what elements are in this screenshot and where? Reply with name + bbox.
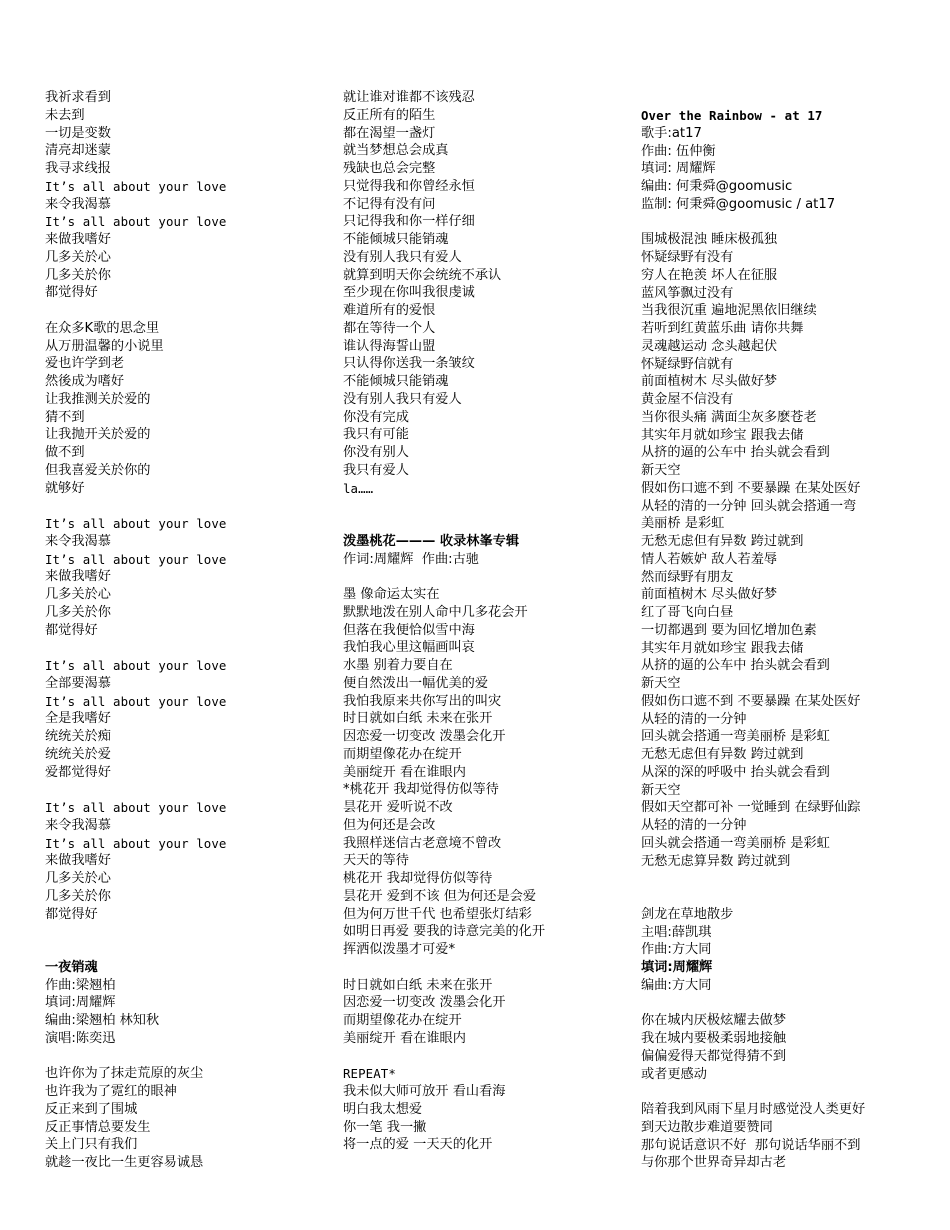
- lyric-line: 从挤的逼的公车中 抬头就会看到: [641, 658, 830, 674]
- lyric-line: 作词:周耀辉 作曲:古驰: [343, 551, 479, 567]
- lyric-line: 偏偏爱得天都觉得猜不到: [641, 1048, 787, 1064]
- lyric-line: 来令我渴慕: [45, 817, 111, 833]
- lyric-line: 到天边散步难道要赞同: [641, 1119, 773, 1135]
- lyric-line: 就够好: [45, 480, 85, 496]
- blank-line: [45, 497, 320, 515]
- lyric-line: 黄金屋不信没有: [641, 392, 734, 407]
- lyric-line: 你一笔 我一撇: [343, 1119, 427, 1135]
- lyric-line: 但为何万世千代 也希望张灯结彩: [343, 906, 532, 922]
- lyric-line: 而期望像花办在绽开: [343, 746, 462, 762]
- lyric-line: 来做我嗜好: [45, 569, 111, 585]
- lyric-line: 新天空: [641, 676, 681, 691]
- lyric-line: It’s all about your love: [45, 178, 227, 194]
- lyric-line: 清亮却迷蒙: [45, 143, 111, 159]
- lyric-line: 然而绿野有朋友: [641, 569, 734, 585]
- lyric-line: 前面植树木 尽头做好梦: [641, 587, 778, 603]
- lyric-line: 但我喜爱关於你的: [45, 462, 151, 478]
- lyric-line: 我怕我心里这幅画叫哀: [343, 640, 475, 656]
- lyric-line: 作曲:方大同: [641, 942, 712, 958]
- blank-line: [641, 1083, 941, 1101]
- lyric-line: 我只有爱人: [343, 462, 409, 478]
- lyric-line: 蓝风筝飘过没有: [641, 285, 734, 301]
- lyric-line: 都在渴望一盏灯: [343, 125, 436, 141]
- lyric-line: 明白我太想爱: [343, 1101, 423, 1117]
- lyric-line: 反正事情总要发生: [45, 1119, 151, 1135]
- blank-line: [343, 515, 628, 533]
- lyric-line: 水墨 别着力要自在: [343, 658, 453, 673]
- lyric-line: It’s all about your love: [45, 516, 227, 531]
- lyric-line: 或者更感动: [641, 1066, 707, 1082]
- lyric-line: 你没有完成: [343, 409, 409, 425]
- lyric-line: 都在等待一个人: [343, 320, 436, 336]
- lyric-line: 假如伤口遮不到 不要暴躁 在某处医好: [641, 693, 861, 709]
- lyric-line: 就趁一夜比一生更容易诚恳: [45, 1155, 204, 1170]
- blank-line: [343, 497, 628, 515]
- lyric-line: 只认得你送我一条皱纹: [343, 356, 475, 372]
- lyric-line: 因恋爱一切变改 泼墨会化开: [343, 729, 506, 744]
- lyric-line: 前面植树木 尽头做好梦: [641, 374, 778, 390]
- blank-line: [641, 995, 941, 1013]
- blank-line: [45, 639, 320, 657]
- lyric-line: 只记得我和你一样仔细: [343, 214, 475, 230]
- lyric-line: 情人若嫉妒 敌人若羞辱: [641, 551, 778, 567]
- lyric-line: 便自然泼出一幅优美的爱: [343, 675, 489, 691]
- lyric-line: 从轻的清的一分钟: [641, 711, 747, 727]
- lyric-line: 我怕我原来共你写出的叫灾: [343, 693, 502, 709]
- blank-line: [343, 959, 628, 977]
- lyric-line: 做不到: [45, 445, 85, 460]
- blank-line: [45, 923, 320, 941]
- lyric-line: 就算到明天你会统统不承认: [343, 267, 502, 283]
- lyric-line: 回头就会搭通一弯美丽桥 是彩虹: [641, 729, 830, 745]
- lyric-line: 都觉得好: [45, 285, 98, 301]
- lyric-line: 将一点的爱 一天天的化开: [343, 1137, 493, 1153]
- lyric-line: 我照样迷信古老意境不曾改: [343, 835, 502, 851]
- lyric-line: 都觉得好: [45, 906, 98, 922]
- lyric-line: 挥洒似泼墨才可爱*: [343, 942, 456, 957]
- lyric-line: 不能倾城只能销魂: [343, 374, 449, 389]
- blank-line: [45, 1048, 320, 1066]
- lyric-line: la……: [343, 480, 374, 496]
- lyric-line: 如明日再爱 要我的诗意完美的化开: [343, 924, 546, 940]
- lyric-line: It’s all about your love: [45, 214, 227, 230]
- lyric-line: 无愁无虑算异数 跨过就到: [641, 853, 791, 869]
- lyric-line: 几多关於你: [45, 888, 111, 904]
- lyrics-column-2: [343, 89, 628, 1154]
- lyric-line: 反正来到了围城: [45, 1101, 138, 1117]
- lyric-line: 来令我渴慕: [45, 533, 111, 549]
- lyric-line: 不记得有没有问: [343, 196, 436, 212]
- lyric-line: 全是我嗜好: [45, 711, 111, 727]
- lyric-line: 穷人在艳羡 坏人在征服: [641, 267, 778, 283]
- lyric-line: 默默地泼在别人命中几多花会开: [343, 604, 528, 620]
- lyric-line: 全部要渴慕: [45, 675, 111, 691]
- lyric-line: 假如伤口遮不到 不要暴躁 在某处医好: [641, 480, 861, 496]
- lyric-line: 未去到: [45, 107, 85, 123]
- lyric-line: 但为何还是会改: [343, 817, 436, 833]
- song-title: 填词:周耀辉: [641, 960, 713, 975]
- lyric-line: *桃花开 我却觉得仿似等待: [343, 782, 499, 798]
- lyric-line: 在众多K歌的思念里: [45, 320, 160, 336]
- lyric-line: 若听到红黄蓝乐曲 请你共舞: [641, 321, 804, 336]
- lyric-line: 也许我为了霓红的眼神: [45, 1084, 177, 1099]
- lyric-line: 让我推测关於爱的: [45, 391, 151, 407]
- lyric-line: 统统关於痴: [45, 729, 111, 744]
- lyric-line: 爱都觉得好: [45, 764, 111, 780]
- lyric-line: 你在城内厌极炫耀去做梦: [641, 1013, 787, 1029]
- lyric-line: 新天空: [641, 782, 681, 798]
- lyric-line: 填词:周耀辉: [45, 995, 116, 1011]
- lyric-line: 编曲: 何秉舜@goomusic: [641, 179, 793, 194]
- lyric-line: 都觉得好: [45, 622, 98, 638]
- lyric-line: 剑龙在草地散步: [641, 906, 734, 922]
- lyric-line: 我在城内要极柔弱地接触: [641, 1031, 787, 1046]
- lyric-line: 从轻的清的一分钟 回头就会搭通一弯: [641, 498, 857, 514]
- lyric-line: 当我很沉重 遍地泥黑依旧继续: [641, 303, 817, 319]
- blank-line: [641, 888, 941, 906]
- lyric-line: 新天空: [641, 463, 681, 478]
- lyric-line: 没有别人我只有爱人: [343, 249, 462, 265]
- lyric-line: 红了哥飞向白昼: [641, 605, 734, 620]
- lyric-line: 美丽桥 是彩虹: [641, 516, 725, 532]
- lyric-line: 从万册温馨的小说里: [45, 338, 164, 354]
- lyric-line: 没有别人我只有爱人: [343, 391, 462, 407]
- blank-line: [343, 568, 628, 586]
- lyric-line: 其实年月就如珍宝 跟我去储: [641, 427, 804, 443]
- lyric-line: 假如天空都可补 一觉睡到 在绿野仙踪: [641, 800, 861, 816]
- blank-line: [641, 870, 941, 888]
- lyric-line: 当你很头痛 满面尘灰多麽苍老: [641, 409, 817, 425]
- lyric-line: 从深的深的呼吸中 抬头就会看到: [641, 764, 830, 780]
- lyric-line: 一切是变数: [45, 125, 111, 141]
- lyric-line: 关上门只有我们: [45, 1137, 138, 1153]
- lyric-line: 几多关於心: [45, 249, 111, 265]
- lyric-line: 残缺也总会完整: [343, 161, 436, 176]
- lyric-line: 从挤的逼的公车中 抬头就会看到: [641, 445, 830, 461]
- lyric-line: 统统关於爱: [45, 746, 111, 762]
- lyric-line: 就让谁对谁都不该残忍: [343, 90, 475, 105]
- lyric-line: 一切都遇到 要为回忆增加色素: [641, 622, 817, 638]
- lyric-line: 与你那个世界奇异却古老: [641, 1155, 787, 1171]
- lyric-line: 演唱:陈奕迅: [45, 1030, 116, 1046]
- lyric-line: 从轻的清的一分钟: [641, 818, 747, 833]
- lyric-line: 美丽绽开 看在谁眼内: [343, 764, 466, 780]
- blank-line: [45, 781, 320, 799]
- lyric-line: 陪着我到风雨下星月时感觉没人类更好: [641, 1102, 866, 1117]
- lyric-line: 歌手:at17: [641, 125, 702, 141]
- lyric-line: 美丽绽开 看在谁眼内: [343, 1030, 466, 1046]
- lyric-line: 爱也许学到老: [45, 356, 125, 372]
- song-title: 一夜销魂: [45, 959, 98, 975]
- lyric-line: 几多关於心: [45, 587, 111, 602]
- lyric-line: 桃花开 我却觉得仿似等待: [343, 871, 493, 886]
- lyric-line: 编曲:方大同: [641, 977, 712, 993]
- lyric-line: 然後成为嗜好: [45, 374, 125, 389]
- lyric-line: 昙花开 爱到不该 但为何还是会爱: [343, 888, 537, 904]
- blank-line: [641, 214, 941, 232]
- blank-line: [45, 941, 320, 959]
- lyric-line: 主唱:薛凯琪: [641, 924, 712, 940]
- lyric-line: 无愁无虑但有异数 跨过就到: [641, 747, 804, 762]
- lyric-line: 天天的等待: [343, 853, 409, 869]
- lyric-line: 你没有别人: [343, 445, 409, 460]
- lyric-line: 几多关於你: [45, 267, 111, 283]
- lyric-line: 来令我渴慕: [45, 196, 111, 212]
- lyric-line: 昙花开 爱听说不改: [343, 800, 453, 815]
- lyric-line: 几多关於你: [45, 604, 111, 620]
- lyric-line: 反正所有的陌生: [343, 107, 436, 123]
- lyric-line: 回头就会搭通一弯美丽桥 是彩虹: [641, 835, 830, 851]
- lyric-line: 我寻求线报: [45, 161, 111, 176]
- lyrics-column-3: [641, 107, 941, 1172]
- song-title: Over the Rainbow - at 17: [641, 108, 823, 123]
- lyric-line: 灵魂越运动 念头越起伏: [641, 338, 778, 354]
- lyric-line: 至少现在你叫我很虔诚: [343, 285, 475, 301]
- lyric-line: 无愁无虑但有异数 跨过就到: [641, 534, 804, 549]
- lyric-line: 时日就如白纸 未来在张开: [343, 711, 493, 727]
- lyric-line: 而期望像花办在绽开: [343, 1013, 462, 1028]
- lyric-line: 怀疑绿野有没有: [641, 250, 734, 265]
- lyric-line: 让我抛开关於爱的: [45, 427, 151, 443]
- lyric-line: 墨 像命运太实在: [343, 587, 440, 602]
- blank-line: [45, 302, 320, 320]
- lyric-line: 谁认得海誓山盟: [343, 338, 436, 354]
- lyric-line: 那句说话意识不好 那句说话华丽不到: [641, 1137, 861, 1153]
- lyric-line: 只觉得我和你曾经永恒: [343, 178, 475, 194]
- lyric-line: 围城极混浊 睡床极孤独: [641, 232, 778, 248]
- lyric-line: 但落在我便恰似雪中海: [343, 622, 475, 638]
- lyric-line: REPEAT*: [343, 1066, 396, 1082]
- lyric-line: 怀疑绿野信就有: [641, 356, 734, 372]
- lyric-line: 不能倾城只能销魂: [343, 232, 449, 247]
- lyric-line: 猜不到: [45, 409, 85, 425]
- lyric-line: 我祈求看到: [45, 90, 111, 105]
- lyric-line: 也许你为了抹走荒原的灰尘: [45, 1066, 204, 1082]
- lyric-line: 时日就如白纸 未来在张开: [343, 977, 493, 993]
- song-title: 泼墨桃花——— 收录林峯专辑: [343, 533, 520, 549]
- lyric-line: 作曲:梁翘柏: [45, 977, 116, 993]
- lyric-line: 来做我嗜好: [45, 853, 111, 869]
- lyric-line: 监制: 何秉舜@goomusic / at17: [641, 196, 836, 212]
- lyric-line: 来做我嗜好: [45, 232, 111, 247]
- lyric-line: 难道所有的爱恨: [343, 303, 436, 318]
- lyric-line: 几多关於心: [45, 871, 111, 886]
- lyric-line: It’s all about your love: [45, 800, 227, 815]
- lyric-line: 就当梦想总会成真: [343, 143, 449, 159]
- lyric-line: It’s all about your love: [45, 693, 227, 709]
- lyric-line: 编曲:梁翘柏 林知秋: [45, 1013, 160, 1028]
- lyric-line: It’s all about your love: [45, 551, 227, 567]
- lyric-line: 其实年月就如珍宝 跟我去储: [641, 640, 804, 656]
- lyric-line: 我未似大师可放开 看山看海: [343, 1084, 506, 1099]
- lyrics-column-1: [45, 89, 320, 1172]
- lyric-line: 填词: 周耀辉: [641, 161, 716, 177]
- blank-line: [343, 1048, 628, 1066]
- lyric-line: 因恋爱一切变改 泼墨会化开: [343, 995, 506, 1011]
- lyric-line: It’s all about your love: [45, 835, 227, 851]
- lyric-line: 我只有可能: [343, 427, 409, 443]
- lyric-line: It’s all about your love: [45, 658, 227, 673]
- lyric-line: 作曲: 伍仲衡: [641, 143, 716, 159]
